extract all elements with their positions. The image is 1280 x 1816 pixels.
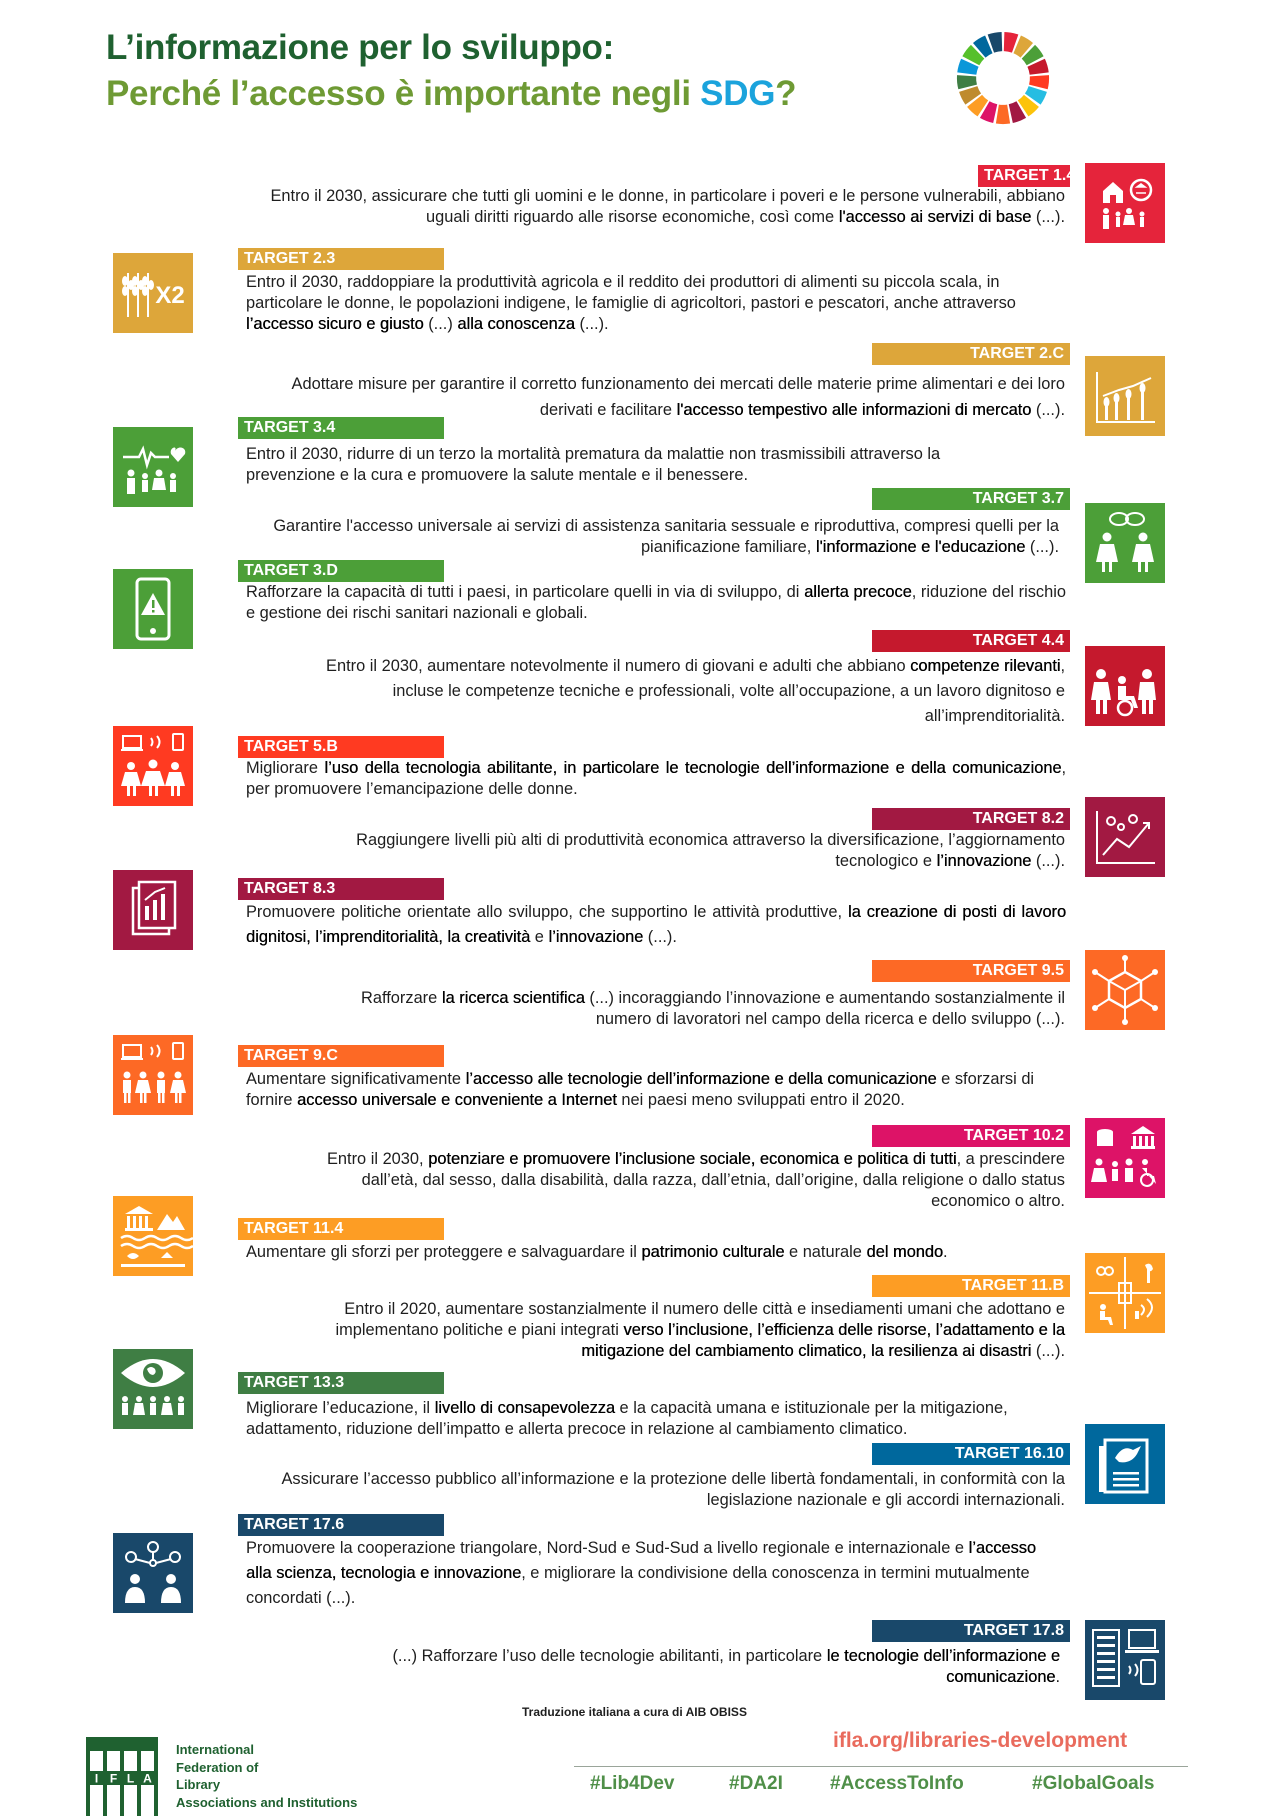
eye-earth-icon	[113, 1349, 193, 1429]
women-technology-icon	[113, 726, 193, 806]
org-line: Associations and Institutions	[176, 1794, 358, 1810]
phone-alert-icon	[113, 569, 193, 649]
target-label: TARGET 11.4	[238, 1218, 444, 1240]
highlighted-text: l’innovazione	[936, 852, 1032, 870]
target-description	[305, 988, 1065, 1030]
highlighted-text: accesso universale e conveniente a Internet	[297, 1091, 617, 1109]
text-span: Rafforzare	[361, 989, 442, 1007]
highlighted-text: allerta precoce	[804, 583, 912, 601]
text-span: Entro il 2030, assicurare che tutti gli uomini e le donne, in particolare i poveri e le persone vulnerabili, abbiano uguali diritti riguardo alle risorse economiche, così come	[270, 187, 1065, 226]
target-label: TARGET 5.B	[238, 736, 444, 758]
highlighted-text: le tecnologie dell’informazione e comunicazione	[826, 1647, 1060, 1686]
highlighted-text: l'accesso tempestivo alle informazioni di mercato	[676, 401, 1032, 419]
target-label: TARGET 17.8	[872, 1620, 1070, 1642]
target-label: TARGET 17.6	[238, 1514, 444, 1536]
logo-letter: I	[94, 1771, 99, 1786]
hashtag-link[interactable]: #Lib4Dev	[590, 1773, 675, 1794]
text-span: (...).	[1031, 401, 1065, 419]
highlighted-text: l’uso della tecnologia abilitante, in particolare le tecnologie dell’informazione e della comunicazione	[324, 759, 1062, 777]
sdg-wheel-segment	[1029, 75, 1049, 89]
target-label: TARGET 1.4	[978, 165, 1070, 187]
dove-document-icon	[1085, 1424, 1165, 1504]
text-span: Entro il 2030,	[327, 1150, 429, 1168]
target-description	[244, 516, 1059, 558]
target-description	[262, 371, 1065, 423]
hashtag-link[interactable]: #GlobalGoals	[1032, 1773, 1155, 1794]
target-description	[270, 186, 1065, 228]
org-line: Federation of	[176, 1759, 259, 1775]
highlighted-text: l’accesso alla scienza, tecnologia e innovazione	[246, 1539, 1036, 1582]
text-span: Rafforzare la capacità di tutti i paesi, in particolare quelli in via di sviluppo, di	[246, 583, 805, 601]
growth-chart-icon	[1085, 797, 1165, 877]
text-span: Raggiungere livelli più alti di produttività economica attraverso la diversificazione, l’aggiornamento tecnologico e	[356, 831, 1065, 870]
target-description	[246, 1069, 1066, 1111]
target-description	[340, 1646, 1060, 1688]
target-label: TARGET 10.2	[872, 1125, 1070, 1147]
logo-letter: L	[126, 1771, 135, 1786]
target-label: TARGET 9.5	[872, 960, 1070, 982]
highlighted-text: l’accesso sicuro e giusto	[246, 315, 424, 333]
text-span: nei paesi meno sviluppati entro il 2020.	[616, 1091, 905, 1109]
logo-letter: F	[109, 1771, 118, 1786]
text-span: e la capacità umana e istituzionale per la mitigazione, adattamento, riduzione dell’impatto e allerta precoce in relazione al cambiamento climatico.	[246, 1399, 1008, 1438]
text-span: (...).	[1031, 852, 1065, 870]
target-description	[246, 1536, 1066, 1611]
highlighted-text: livello di consapevolezza	[434, 1399, 615, 1417]
text-span: Entro il 2020, aumentare sostanzialmente il numero delle città e insediamenti umani che adottano e implementano politiche e piani integrati	[335, 1300, 1065, 1339]
inclusion-icon	[1085, 1118, 1165, 1198]
text-span: Assicurare l’accesso pubblico all’informazione e la protezione delle libertà fondamentali, in conformità con la legislazione nazionale e gli accordi internazionali.	[281, 1470, 1065, 1509]
text-span: Entro il 2030, raddoppiare la produttività agricola e il reddito dei produttori di alimenti su piccola scala, in particolare le donne, le popolazioni indigene, le famiglie di agricoltori, pastori e pescatori, anche attraverso	[246, 273, 1016, 312]
target-description	[268, 1469, 1065, 1511]
target-description	[288, 1299, 1065, 1362]
text-span: Promuovere la cooperazione triangolare, Nord-Sud e Sud-Sud a livello regionale e internazionale e	[246, 1539, 969, 1557]
target-description	[300, 1149, 1065, 1212]
text-span: , incluse le competenze tecniche e professionali, volte all’occupazione, a un lavoro dignitoso e all’imprenditorialità.	[392, 657, 1065, 725]
hashtag-link[interactable]: #AccessToInfo	[830, 1773, 964, 1794]
text-span: , riduzione del rischio e gestione dei rischi sanitari nazionali e globali.	[246, 583, 1066, 622]
logo-letter: A	[143, 1771, 152, 1786]
health-dialog-icon	[1085, 503, 1165, 583]
heritage-icon	[113, 1196, 193, 1276]
footer-divider	[574, 1766, 1188, 1767]
text-span: Adottare misure per garantire il corretto funzionamento dei mercati delle materie prime alimentari e dei loro derivati e facilitare	[291, 375, 1065, 419]
subtitle-suffix: ?	[775, 74, 797, 113]
text-span: e	[530, 928, 549, 946]
target-label: TARGET 8.2	[872, 808, 1070, 830]
target-description	[246, 1242, 1066, 1263]
target-label: TARGET 16.10	[872, 1443, 1070, 1465]
target-label: TARGET 9.C	[238, 1045, 444, 1067]
text-span: .	[1055, 1668, 1060, 1686]
highlighted-text: verso l’inclusione, l’efficienza delle risorse, l’adattamento e la mitigazione del cambiamento climatico, la resilienza ai disastri	[581, 1321, 1065, 1360]
page-subtitle	[106, 74, 796, 114]
highlighted-text: competenze rilevanti	[910, 657, 1061, 675]
text-span: (...).	[1031, 1342, 1065, 1360]
sdg-wheel-icon	[955, 30, 1051, 126]
text-span: Garantire l'accesso universale ai servizi di assistenza sanitaria sessuale e riproduttiva, compresi quelli per la pianificazione familiare,	[273, 517, 1059, 556]
target-label: TARGET 3.D	[238, 560, 444, 582]
document-chart-icon	[113, 870, 193, 950]
target-description	[246, 582, 1066, 624]
market-chart-icon	[1085, 356, 1165, 436]
text-span: e naturale	[784, 1243, 867, 1261]
target-description	[246, 758, 1066, 800]
target-description	[246, 1398, 1066, 1440]
target-label: TARGET 2.3	[238, 248, 444, 270]
text-span: , per promuovere l’emancipazione delle donne.	[246, 759, 1067, 798]
text-span: .	[943, 1243, 948, 1261]
ifla-logo	[86, 1737, 158, 1816]
text-span: Migliorare	[246, 759, 325, 777]
text-span: (...).	[1031, 208, 1065, 226]
innovation-cube-icon	[1085, 950, 1165, 1030]
target-description	[290, 654, 1065, 729]
target-label: TARGET 4.4	[872, 630, 1070, 652]
server-devices-icon	[1085, 1620, 1165, 1700]
target-description	[246, 272, 1061, 335]
target-description	[300, 830, 1065, 872]
sdg-wheel-segment	[996, 105, 1010, 125]
text-span: Entro il 2030, aumentare notevolmente il numero di giovani e adulti che abbiano	[326, 657, 911, 675]
heartbeat-family-icon	[113, 427, 193, 507]
translation-credit: Traduzione italiana a cura di AIB OBISS	[522, 1705, 747, 1719]
highlighted-text: l’innovazione	[548, 928, 644, 946]
target-label: TARGET 11.B	[872, 1275, 1070, 1297]
target-label: TARGET 13.3	[238, 1372, 444, 1394]
highlighted-text: potenziare e promuovere l’inclusione sociale, economica e politica di tutti	[428, 1150, 957, 1168]
subtitle-prefix: Perché l’accesso è importante negli	[106, 74, 701, 113]
highlighted-text: la creazione di posti di lavoro dignitosi, l’imprenditorialità, la creatività	[246, 903, 1067, 946]
text-span: Entro il 2030, ridurre di un terzo la mortalità prematura da malattie non trasmissibili attraverso la prevenzione e la cura e promuovere la salute mentale e il benessere.	[246, 445, 941, 484]
text-span: Aumentare gli sforzi per proteggere e salvaguardare il	[246, 1243, 642, 1261]
highlighted-text: l’accesso alle tecnologie dell’informazione e della comunicazione	[465, 1070, 937, 1088]
house-family-icon	[1085, 163, 1165, 243]
people-technology-icon	[113, 1035, 193, 1115]
text-span: Promuovere politiche orientate allo sviluppo, che supportino le attività produttive,	[246, 903, 848, 921]
page-title: L’informazione per lo sviluppo:	[106, 28, 614, 67]
svg-text:X2: X2	[155, 282, 185, 309]
target-label: TARGET 3.7	[872, 488, 1070, 510]
highlighted-text: del mondo	[866, 1243, 944, 1261]
highlighted-text: alla conoscenza	[457, 315, 575, 333]
highlighted-text: la ricerca scientifica	[441, 989, 585, 1007]
hashtag-link[interactable]: #DA2I	[729, 1773, 783, 1794]
target-description	[246, 900, 1066, 950]
city-services-icon	[1085, 1253, 1165, 1333]
text-span: (...) incoraggiando l’innovazione e aumentando sostanzialmente il numero di lavoratori nel campo della ricerca e dello sviluppo (...).	[584, 989, 1065, 1028]
text-span: (...).	[574, 315, 609, 333]
ifla-url-link[interactable]: ifla.org/libraries-development	[833, 1729, 1128, 1752]
text-span: , a prescindere dall’età, dal sesso, dalla disabilità, dalla razza, dall’etnia, dall’origine, dalla religione o dallo status economico o altro.	[361, 1150, 1065, 1210]
text-span: Migliorare l’educazione, il	[246, 1399, 435, 1417]
highlighted-text: l'informazione e l'educazione	[815, 538, 1026, 556]
text-span: (...).	[1025, 538, 1059, 556]
highlighted-text: patrimonio culturale	[641, 1243, 785, 1261]
org-line: Library	[176, 1777, 221, 1792]
highlighted-text: l'accesso ai servizi di base	[838, 208, 1032, 226]
text-span: , e migliorare la condivisione della conoscenza in termini mutualmente concordati (...).	[246, 1564, 1030, 1607]
target-label: TARGET 2.C	[872, 343, 1070, 365]
text-span: e sforzarsi di fornire	[246, 1070, 1035, 1109]
text-span: Aumentare significativamente	[246, 1070, 466, 1088]
network-people-icon	[113, 1533, 193, 1613]
text-span: (...).	[643, 928, 677, 946]
ifla-full-name	[176, 1741, 357, 1811]
target-description	[246, 444, 1016, 486]
sdg-wheel-segment	[957, 75, 977, 89]
target-label: TARGET 8.3	[238, 878, 444, 900]
subtitle-sdg: SDG	[700, 74, 776, 113]
target-label: TARGET 3.4	[238, 417, 444, 439]
text-span: (...) Rafforzare l’uso delle tecnologie abilitanti, in particolare	[392, 1647, 827, 1665]
org-line: International	[176, 1742, 255, 1757]
text-span: (...)	[423, 315, 458, 333]
wheat-x2-icon	[113, 253, 193, 333]
education-people-icon	[1085, 646, 1165, 726]
